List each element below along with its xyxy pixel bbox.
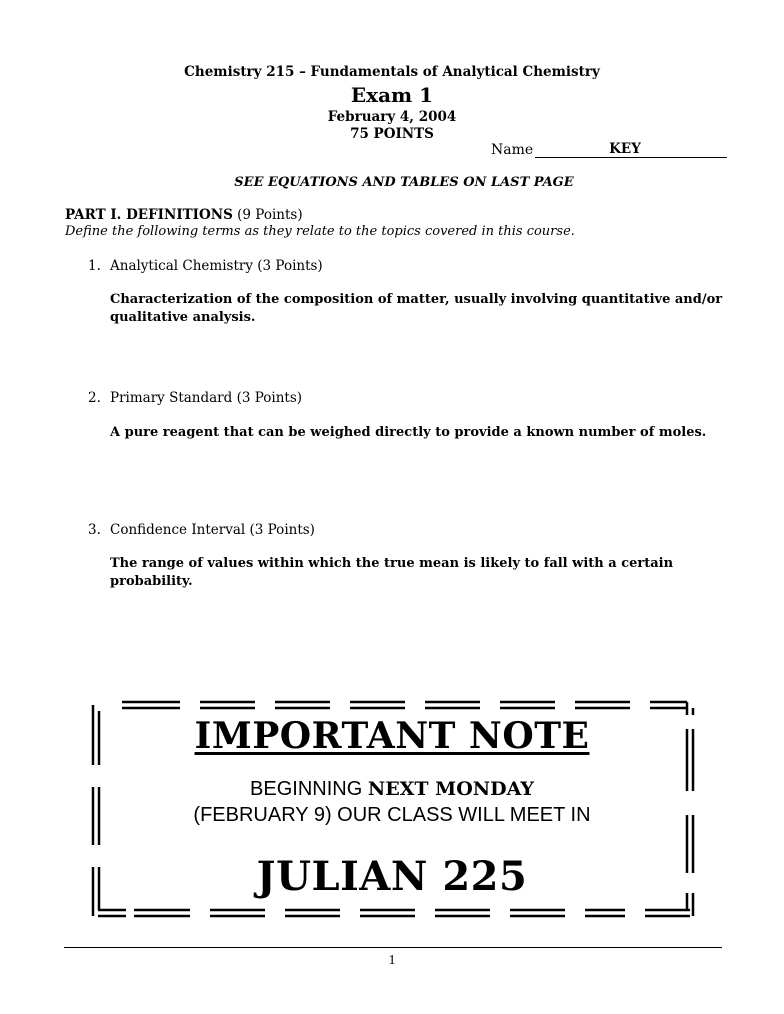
question-1-text: Analytical Chemistry (3 Points) — [110, 258, 323, 274]
name-value: KEY — [609, 141, 641, 157]
course-title: Chemistry 215 – Fundamentals of Analytical Chemistry — [184, 64, 600, 80]
page-number: 1 — [388, 953, 396, 968]
important-note-line-2: (FEBRUARY 9) OUR CLASS WILL MEET IN — [193, 804, 591, 826]
important-note-line-1-bold: NEXT MONDAY — [367, 778, 534, 800]
footer-rule — [64, 947, 722, 948]
part-heading-points: (9 Points) — [232, 207, 303, 223]
important-note-title: IMPORTANT NOTE — [194, 715, 590, 757]
question-2-label — [88, 390, 302, 406]
name-field — [491, 142, 727, 158]
question-3-text: Confidence Interval (3 Points) — [110, 522, 315, 538]
question-1-number: 1. — [88, 258, 101, 274]
question-2-number: 2. — [88, 390, 101, 406]
part-instructions: Define the following terms as they relate to the topics covered in this course. — [65, 224, 575, 239]
part-heading — [65, 207, 303, 223]
part-heading-title: PART I. DEFINITIONS — [65, 207, 233, 223]
question-1-label — [88, 258, 323, 274]
exam-date: February 4, 2004 — [327, 109, 457, 125]
important-note-room: JULIAN 225 — [256, 853, 528, 900]
question-3-answer: The range of values within which the true mean is likely to fall with a certain probability. — [110, 556, 674, 589]
question-3-label — [88, 522, 315, 538]
important-note-line-1 — [0, 778, 784, 801]
name-label: Name — [491, 142, 534, 158]
important-note-line-1-prefix: BEGINNING — [250, 778, 368, 800]
question-2-answer: A pure reagent that can be weighed directly to provide a known number of moles. — [110, 425, 707, 440]
question-1-answer: Characterization of the composition of matter, usually involving quantitative and/or qualitative analysis. — [110, 292, 723, 325]
name-line — [535, 142, 727, 158]
exam-title: Exam 1 — [350, 83, 434, 107]
exam-points: 75 POINTS — [350, 126, 434, 142]
equations-notice: SEE EQUATIONS AND TABLES ON LAST PAGE — [234, 175, 574, 190]
question-2-text: Primary Standard (3 Points) — [110, 390, 303, 406]
question-3-number: 3. — [88, 522, 101, 538]
